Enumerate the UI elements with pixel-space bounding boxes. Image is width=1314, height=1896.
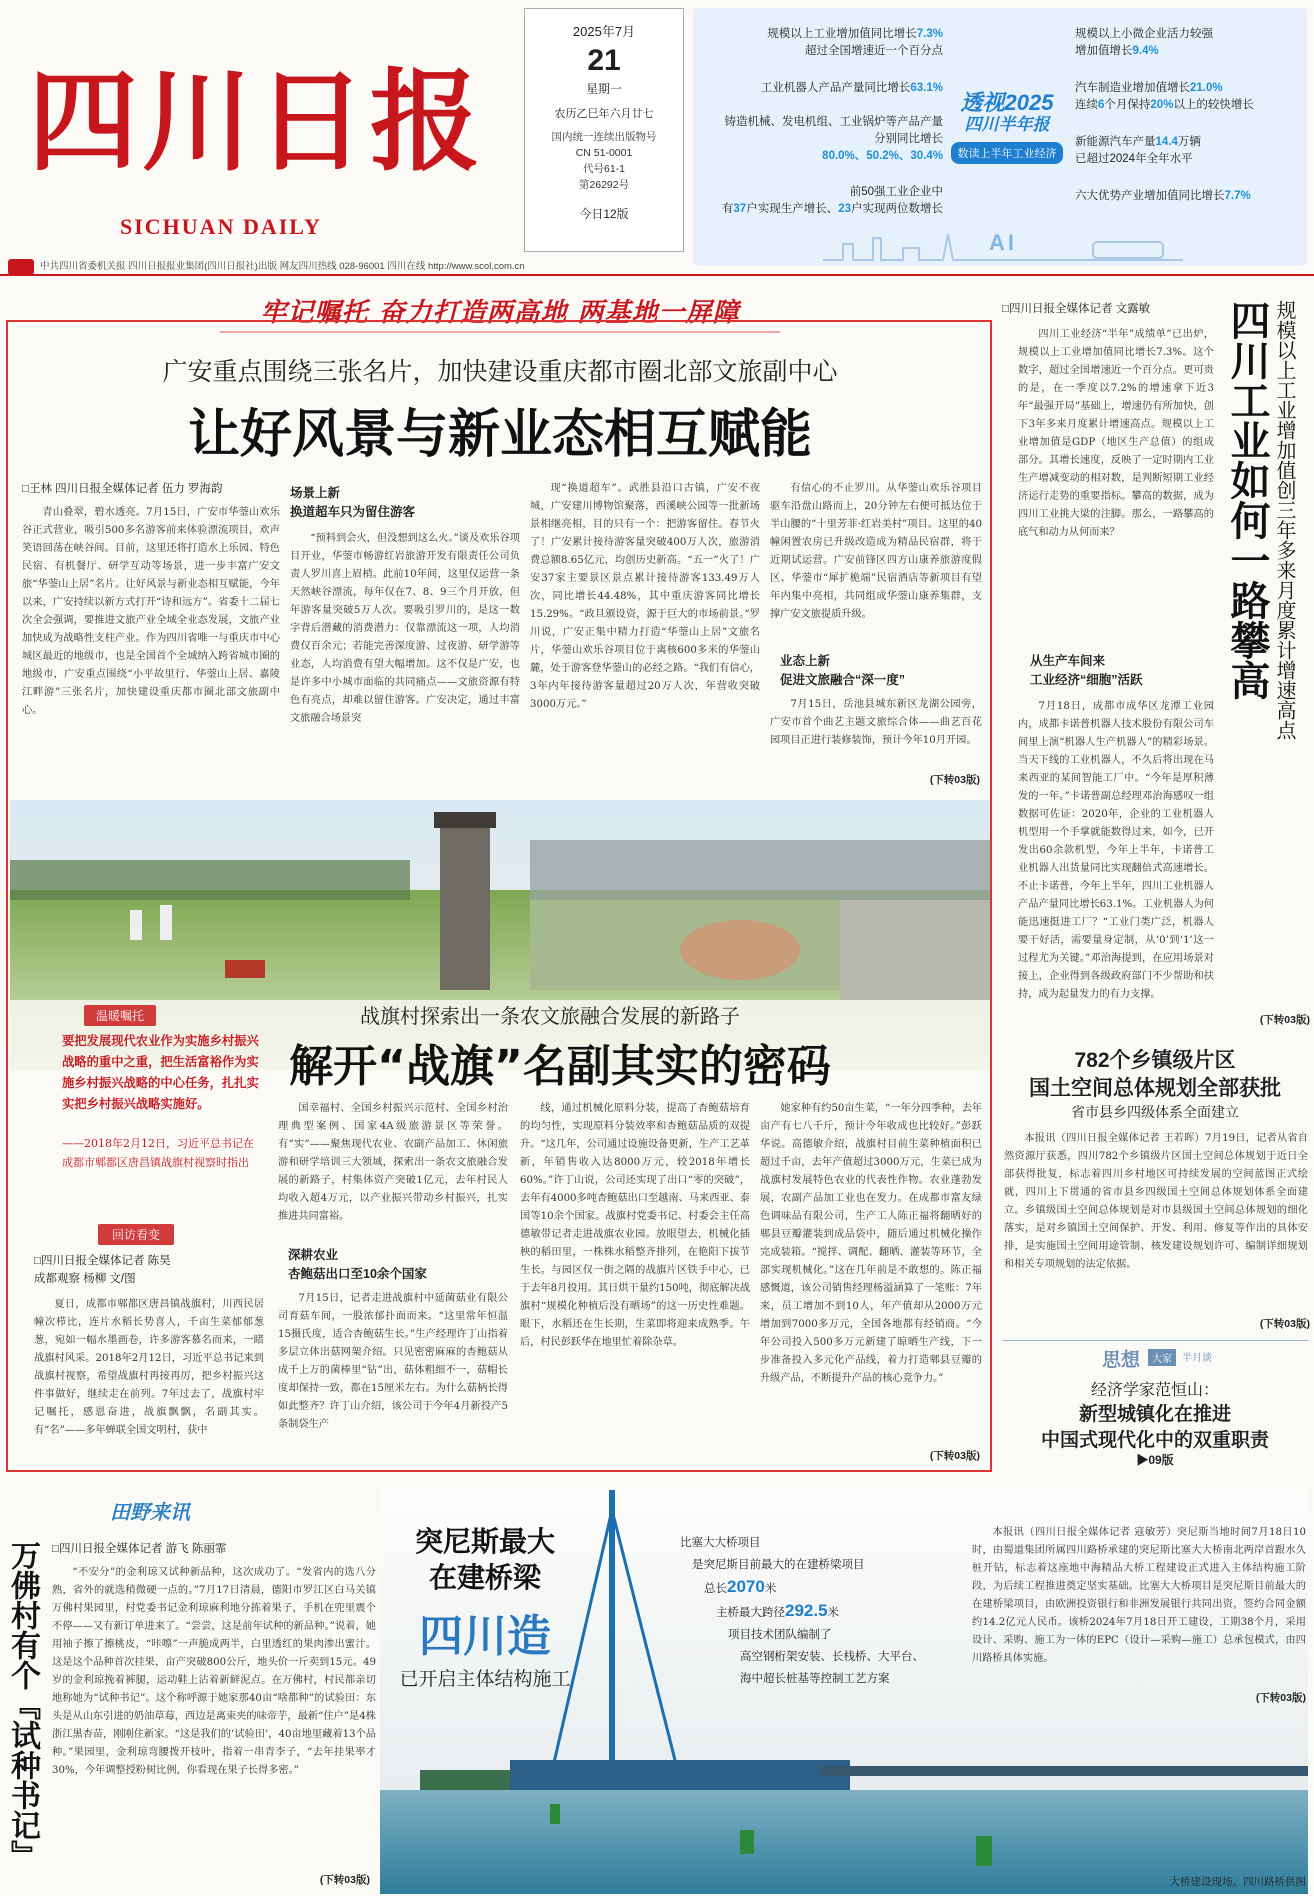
page-count: 今日12版	[579, 207, 629, 221]
fact-line: 主桥最大跨径292.5米	[716, 1601, 840, 1620]
right1-byline: □四川日报全媒体记者 文露敏	[1002, 303, 1151, 315]
right1-vsub: 规模以上工业增加值创三年多来月度累计增速高点	[1273, 300, 1297, 740]
story2-col4: 她家种有约50亩生菜，“一年分四季种，去年亩产有七八千斤，预计今年收成也比较好。”彭跃华说。高德敏介绍，战旗村目前生菜种植面积已超过千亩，去年产值超过3000万元，生菜已成为战旗村发展特色农业的代表性作物。农业蓬勃发展，农副产品加工业也在发力。在成都市富友绿色调味品有限公司，生产工人陈正福将翻晒好的郫县豆瓣灌装到成品袋中，随后通过机械化操作完成装箱。“搅拌、调配、翻晒、灌装等环节，全部实现机械化。”这在几年前是不敢想的。陈正福感慨道，该公司销售经理杨溢涵算了一笔账：7年来，员工增加不到10人，年产值却从2000万元增加到7000多万元，全国各地都有经销商。“今年公司投入500多万元新建了晾晒生产线，下一步准备投入多元化产品线，着力打造郫县豆瓣的升级产品，不断提升产品的核心竞争力。”	[760, 1103, 982, 1384]
right1-col: 四川工业经济“半年”成绩单”已出炉，规模以上工业增加值同比增长7.3%。这个数字，超过全国增速近一个百分点。更可贵的是，在一季度以7.2%的增速拿下近3年“最强开局”基础上，增速仍有所加快，创下3年多来月度累计增速高点。规模以上工业增加值是GDP（地区生产总值）的组成部分。其增长速度，反映了一定时期内工业生产增减变动的相对数，是判断短期工业经济运行走势的重要指标。攀高的数据，成为四川工业挑大梁的注脚。那么，一路攀高的底气和动力从何而来？	[1018, 329, 1214, 538]
infographic-title-block	[951, 92, 1063, 164]
masthead-english: SICHUAN DAILY	[120, 214, 322, 239]
story4-headline-2: 在建桥梁	[428, 1561, 541, 1594]
right3-page-ref: ▶09版	[1136, 1453, 1174, 1467]
right2-continued: (下转03版)	[1259, 1318, 1310, 1330]
section-tag: 大家	[1148, 1349, 1176, 1366]
story2-headline: 解开“战旗”名副其实的密码	[289, 1041, 831, 1092]
right2-kicker: 782个乡镇级片区	[1074, 1049, 1236, 1072]
right3-headline-1: 新型城镇化在推进	[1078, 1404, 1231, 1425]
fact-title: 比塞大大桥项目	[680, 1537, 761, 1549]
story1-col4b: 7月15日，岳池县城东新区龙湖公园旁，广安市首个曲艺主题文旅综合体——曲艺百花园项目正进行装修装饰，预计今年10月开园。	[770, 699, 982, 746]
fact-line: 高空钢桁架安装、长栈桥、大平台、	[740, 1651, 924, 1663]
story4-col: 本报讯（四川日报全媒体记者 寇敏芳）突尼斯当地时间7月18日10时，由蜀道集团所属四川路桥承建的突尼斯比塞大大桥南北两岸首跟水久桩开钻，标志着这座地中海精品大桥工程建设正式进入主体结构施工阶段，为后续工程推进奠定坚实基础。比塞大大桥项目是突尼斯目前最大的在建桥梁项目，由欧洲投资银行和非洲发展银行共同出资，签约合同金额约14.2亿元人民币。该桥2024年7月18日开工建设，工期38个月，采用设计、采购、施工为一体的EPC（设计—采购—施工）总承包模式，由四川路桥具体实施。	[972, 1527, 1306, 1664]
date-box	[524, 8, 684, 252]
info-item: 工业机器人产品产量同比增长63.1%	[760, 82, 943, 94]
masthead-title: 四川日报	[28, 57, 484, 186]
story1-subhead-2: 业态上新 促进文旅融合“深一度”	[780, 654, 906, 687]
right1-continued: (下转03版)	[1259, 1014, 1310, 1026]
industry-infographic	[693, 8, 1307, 266]
info-item: 规模以上工业增加值同比增长7.3% 超过全国增速近一个百分点	[767, 28, 943, 57]
story2-col1: 夏日，成都市郫都区唐昌镇战旗村，川西民居幢次栉比，连片水稻长势喜人，千亩生菜郁郁葱葱，宛如一幅水墨画卷，许多游客慕名而来，一睹战旗村风采。2018年2月12日，习近平总书记来到战旗村视察，希望战旗村再接再厉，把乡村振兴这件事做好，继续走在前列。7年过去了，战旗村牢记嘱托，感恩奋进，战旗飘飘，名副其实。有“名”——多年蝉联全国文明村，获中	[34, 1299, 264, 1436]
story3-byline: □四川日报全媒体记者 游飞 陈丽霏	[52, 1543, 227, 1555]
story1-col1: 青山叠翠，碧水透亮。7月15日，广安市华蓥山欢乐谷正式营业，吸引500多名游客前来体验漂流项目，欢声笑语回荡在峡谷间。目前，这里还将打造水上乐园、特色民宿、有机餐厅、研学互动等场景，进一步丰富广安文旅“华蓥山上居”名片。让好风景与新业态相互赋能，今年以来，广安持续以新方式打开“诗和远方”。省委十二届七次全会强调，要推进文旅产业全域全业态发展，文旅产业加快成为战略性支柱产业。作为四川省唯一与重庆市中心城区最近的地级市，也是全国首个全域纳入跨省城市圈的地级市，广安重点围绕“小平故里行、华蓥山上居、嘉陵江畔游”三张名片，加快建设重庆都市圈北部文旅副中心。	[22, 507, 280, 716]
field-news-tag: 田野来讯	[110, 1500, 190, 1524]
story2-col2b: 7月15日，记者走进战旗村中延菌菇业有限公司育菇车间，一股浓郁扑面而来。“这里常年恒温15摄氏度，适合杏鲍菇生长。”生产经理许丁山指着多层立体出菇网架介绍。只见密密麻麻的杏鲍菇从成千上万的菌棒里“钻”出，菇体粗细不一，菇帽长度却保持一致，都在15厘米左右。为什么菇柄长得如此整齐？许丁山介绍，该公司于今年4月新投产5条制袋生产	[278, 1293, 508, 1430]
section-small: 半月谈	[1182, 1353, 1212, 1364]
story2-subhead: 深耕农业 杏鲍菇出口至10余个国家	[288, 1248, 427, 1281]
warm-instruction-tag: 温暖嘱托	[84, 1005, 156, 1026]
info-item: 铸造机械、发电机组、工业锅炉等产品产量 分别同比增长 80.0%、50.2%、30.4%	[724, 116, 943, 162]
story3-headline: 万佛村有个『试种书记』	[5, 1540, 40, 1870]
right3-kicker: 经济学家范恒山：	[1090, 1382, 1219, 1399]
quote-source: ——2018年2月12日，习近平总书记在成都市郫都区唐昌镇战旗村视察时指出	[62, 1137, 254, 1169]
story2-col2: 国幸福村、全国乡村振兴示范村、全国乡村治理典型案例、国家4A级旅游景区等荣誉。有“实”——聚焦现代农业、农副产品加工、休闲旅游和研学培训三大领域，探索出一条农文旅融合发展的新路子，村集体资产突破1亿元，去年村民人均收入超4万元，以产业振兴带动乡村振兴，扎实推进共同富裕。	[278, 1103, 508, 1222]
thought-section[interactable]	[1002, 1340, 1308, 1472]
infographic-tagline: 数读上半年工业经济	[951, 142, 1063, 164]
press-logo-icon	[8, 259, 34, 275]
info-item: 前50强工业企业中 有37户实现生产增长、23户实现两位数增长	[721, 186, 943, 215]
story2-byline: □四川日报全媒体记者 陈昊 成都观察 杨柳 文/图	[34, 1255, 171, 1285]
story1-headline: 让好风景与新业态相互赋能	[187, 405, 812, 465]
story3-col: “不安分”的金利琼又试种新品种，这次成功了。“发省内的选八分熟，省外的就选稍微硬一点的。”7月17日清晨，德阳市罗江区白马关镇万佛村果园里，村党委书记金利琼麻利地分拣着果子，手机在兜里震个不停——又有新订单进来了。“尝尝，这是前年试种的新品种。”说着，她用袖子擦了擦桃皮，“咔嚓”一声脆成两半，白里透红的果肉渗出蜜汁。这是这个品种首次挂果，亩产突破800公斤，地头价一斤卖到15元。49岁的金利琼挽着裤腿，运动鞋上沾着新鲜泥点。在万佛村，村民都亲切地称她为“试种书记”。这个称呼源于她家那40亩“啥都种”的试验田：东头是从山东引进的奶油草莓，西边是离束夹的味帝芋，最新“住户”是4株浙江黑杏苗，刚刚住新家。“这是我们的‘试验田’，40亩地里藏着13个品种。”果园里，金利琼弯腰拨开枝叶，指着一串青李子，“去年挂果率才30%，今年调整授粉树比例，你看现在果子长得多密。”	[52, 1567, 376, 1776]
right3-headline-2: 中国式现代化中的双重职责	[1040, 1430, 1269, 1451]
story1-col3: 现“换道超车”。武胜县沿口古镇，广安不夜城，广安建川博物馆聚落，西溪峡公园等一批新场景相继亮相，目的只有一个：把游客留住。春节火了！广安累计接待游客量突破400万人次，旅游消费总额8.65亿元，均创历史新高。“五一”火了！广安37家主要景区景点累计接待游客133.49万人次，同比增长44.48%，其中重庆游客同比增长15.29%。“政旦颁设资，源于巨大的市场前景。”罗川说，广安正集中精力打造“华蓥山上居”文旅名片，华蓥山欢乐谷项目位于离核600多米的华蓥山麓，处于游客登华蓥山的必经之路。“我们有信心，3年内年接待游客量超过20万人次，年营收突破3000万元。”	[530, 483, 760, 710]
infographic-subtitle: 四川半年报	[964, 115, 1050, 134]
issn-line: CN 51-0001	[575, 147, 633, 159]
story4-sub: 已开启主体结构施工	[399, 1669, 571, 1690]
ai-skyline-graphic: AI	[823, 230, 1183, 262]
header-info-line: 中共四川省委机关报 四川日报报业集团(四川日报社)出版 网友四川热线 028-96001 四川在线 http://www.scol.com.cn	[0, 258, 1314, 276]
story1-col2: “预料到会火，但没想到这么火。”谈及欢乐谷项目开业，华蓥市畅游红岩旅游开发有限责任公司负责人罗川喜上眉梢。此前10年间，这里仅运营一条天然峡谷漂流，每年仅在7、8、9三个月开放，但年游客量突破5万人次。要吸引罗川的，是这一数字背后潜藏的消费潜力：仅靠漂流这一项，人均消费仅百余元；若能完善深度游、过夜游、研学游等业态，人均消费有望大幅增加。这不仅是广安，也是许多中小城市面临的共同痛点——文旅资源有特色有亮点，却难以留住游客。广安决定，通过丰富文旅融合场景突	[290, 533, 520, 724]
story1-byline: □王林 四川日报全媒体记者 伍力 罗海韵	[22, 483, 223, 495]
right2-sub: 省市县乡四级体系全面建立	[1071, 1104, 1239, 1120]
story4-continued: (下转03版)	[1255, 1692, 1306, 1704]
triangle-icon: ▶	[1136, 1453, 1149, 1467]
right1-col2: 7月18日，成都市成华区龙潭工业园内，成都卡诺普机器人技术股份有限公司车间里上演“机器人生产机器人”的精彩场景。当天下线的工业机器人，不久后将出现在马来西亚的某间智能工厂中。“今年是厚积薄发的一年。”卡诺普副总经理邓治海感叹一组数据可佐证：2020年，企业的工业机器人机型用一个手掌就能数得过来，如今，已开发出60余款机型，今年上半年，卡诺普工业机器人出货量同比实现翻倍式高速增长。不止卡诺普，今年上半年，四川工业机器人产品产量同比增长63.1%。工业机器人为何能迅速挺进工厂？“工业门类广泛，机器人要干好活，需要量身定制，从‘0’到‘1’这一过程尤为关键。”邓治海提到，在应用场景对接上，企业得到各级政府部门不少帮助和扶持，成为起量发力的有力支撑。	[1018, 701, 1214, 1000]
story1-col4a: 有信心的不止罗川。从华蓥山欢乐谷项目驱车沿盘山路而上，20分钟左右便可抵达位于半山腰的“十里芳菲·红岩美村”项目。这里的40幢闲置农房已升级改造成为精品民宿群，将于近期试运营。广安前锋区四方山康养旅游度假区、华蓥市“犀扩桅端”民宿酒店等新项目有望年内集中亮相，共同组成华蓥山康养集群，支撑广安文旅提质升级。	[770, 483, 982, 620]
section-label: 思想	[1102, 1349, 1141, 1371]
fact-line: 是突尼斯目前最大的在建桥梁项目	[692, 1559, 865, 1571]
story1-continued: (下转03版)	[929, 774, 980, 786]
infographic-title: 透视2025	[960, 90, 1054, 115]
info-item: 新能源汽车产量14.4万辆 已超过2024年全年水平	[1075, 136, 1201, 165]
story1-subhead: 场景上新 换道超车只为留住游客	[290, 486, 416, 519]
right1-headline: 四川工业如何一路攀高	[1224, 300, 1270, 700]
right2-col: 本报讯（四川日报全媒体记者 王若晖）7月19日，记者从省自然资源厅获悉，四川782个乡镇级片区国土空间总体规划于近日全部获得批复，标志着四川乡村地区可持续发展的空间蓝图正式绘就，四川上下贯通的省市县乡四级国土空间总体规划体系全面建立。乡镇级国土空间总体规划是对市县级国土空间总体规划的细化落实，是对乡镇国土空间保护、开发、利用、修复等作出的具体安排，是实施国土空间用途管制、核发建设规划许可、编制详细规划和相关专项规划的法定依据。	[1004, 1133, 1308, 1270]
fact-line: 项目技术团队编制了	[728, 1629, 832, 1641]
right2-headline: 国土空间总体规划全部获批	[1029, 1077, 1281, 1100]
issn-line: 第26292号	[578, 179, 630, 191]
issn-line: 代号61-1	[582, 163, 625, 175]
story2-continued: (下转03版)	[929, 1450, 980, 1462]
revisit-tag: 回访看变	[98, 1224, 174, 1245]
issn-line: 国内统一连续出版物号	[551, 131, 657, 143]
instruction-quote: 要把发展现代农业作为实施乡村振兴战略的重中之重，把生活富裕作为实施乡村振兴战略的中心任务，扎扎实实把乡村振兴战略实施好。	[62, 1033, 259, 1111]
info-item: 规模以上小微企业活力较强 增加值增长9.4%	[1075, 28, 1213, 57]
story1-kicker: 广安重点围绕三张名片，加快建设重庆都市圈北部文旅副中心	[162, 358, 838, 386]
story4-headline-1: 突尼斯最大	[414, 1525, 555, 1558]
date-lunar: 农历乙巳年六月廿七	[554, 107, 654, 120]
date-year-month: 2025年7月	[572, 24, 636, 39]
section-banner: 牢记嘱托 奋力打造两高地 两基地一屏障	[20, 290, 980, 328]
date-weekday: 星期一	[585, 82, 622, 96]
info-item: 汽车制造业增加值增长21.0% 连续6个月保持20%以上的较快增长	[1075, 82, 1254, 111]
right1-subhead: 从生产车间来 工业经济“细胞”活跃	[1030, 654, 1143, 687]
info-item: 六大优势产业增加值同比增长7.7%	[1075, 190, 1251, 202]
story3-continued: (下转03版)	[319, 1874, 370, 1886]
story2-col3: 线，通过机械化原料分装，提高了杏鲍菇培育的均匀性，实现原料分装效率和杏鲍菇品质的双提升。“这几年，公司通过设施设备更新，生产工艺革新，年销售收入达8000万元，较2018年增长60%。”许丁山说，公司还实现了出口“零的突破”，去年有4000多吨杏鲍菇出口至越南、马来西亚、泰国等10余个国家。战旗村党委书记、村委会主任高德敏带记者走进战旗农业园。放眼望去，机械化插秧的稻田里，一株株水稻整齐排列，在艳阳下拔节生长。与园区仅一街之隔的战旗片区铁手中心，已于去年8月投用。其日烘干量约150吨，彻底解决战旗村“规模化种植后没有晒场”的这一历史性难题。眼下，水稻还在生长期，生菜即将迎来成熟季。午后，村民彭跃华在地里忙着除杂草。	[520, 1103, 750, 1348]
story2-kicker: 战旗村探索出一条农文旅融合发展的新路子	[360, 1006, 740, 1028]
story4-headline-3: 四川造	[419, 1611, 551, 1662]
date-day: 21	[587, 44, 621, 77]
bridge-facts	[680, 1532, 960, 1690]
fact-line: 海中超长桩基等控制工艺方案	[740, 1673, 890, 1685]
photo-credit: 大桥建设现场。四川路桥供图	[1169, 1876, 1306, 1888]
fact-line: 总长2070米	[704, 1577, 777, 1596]
